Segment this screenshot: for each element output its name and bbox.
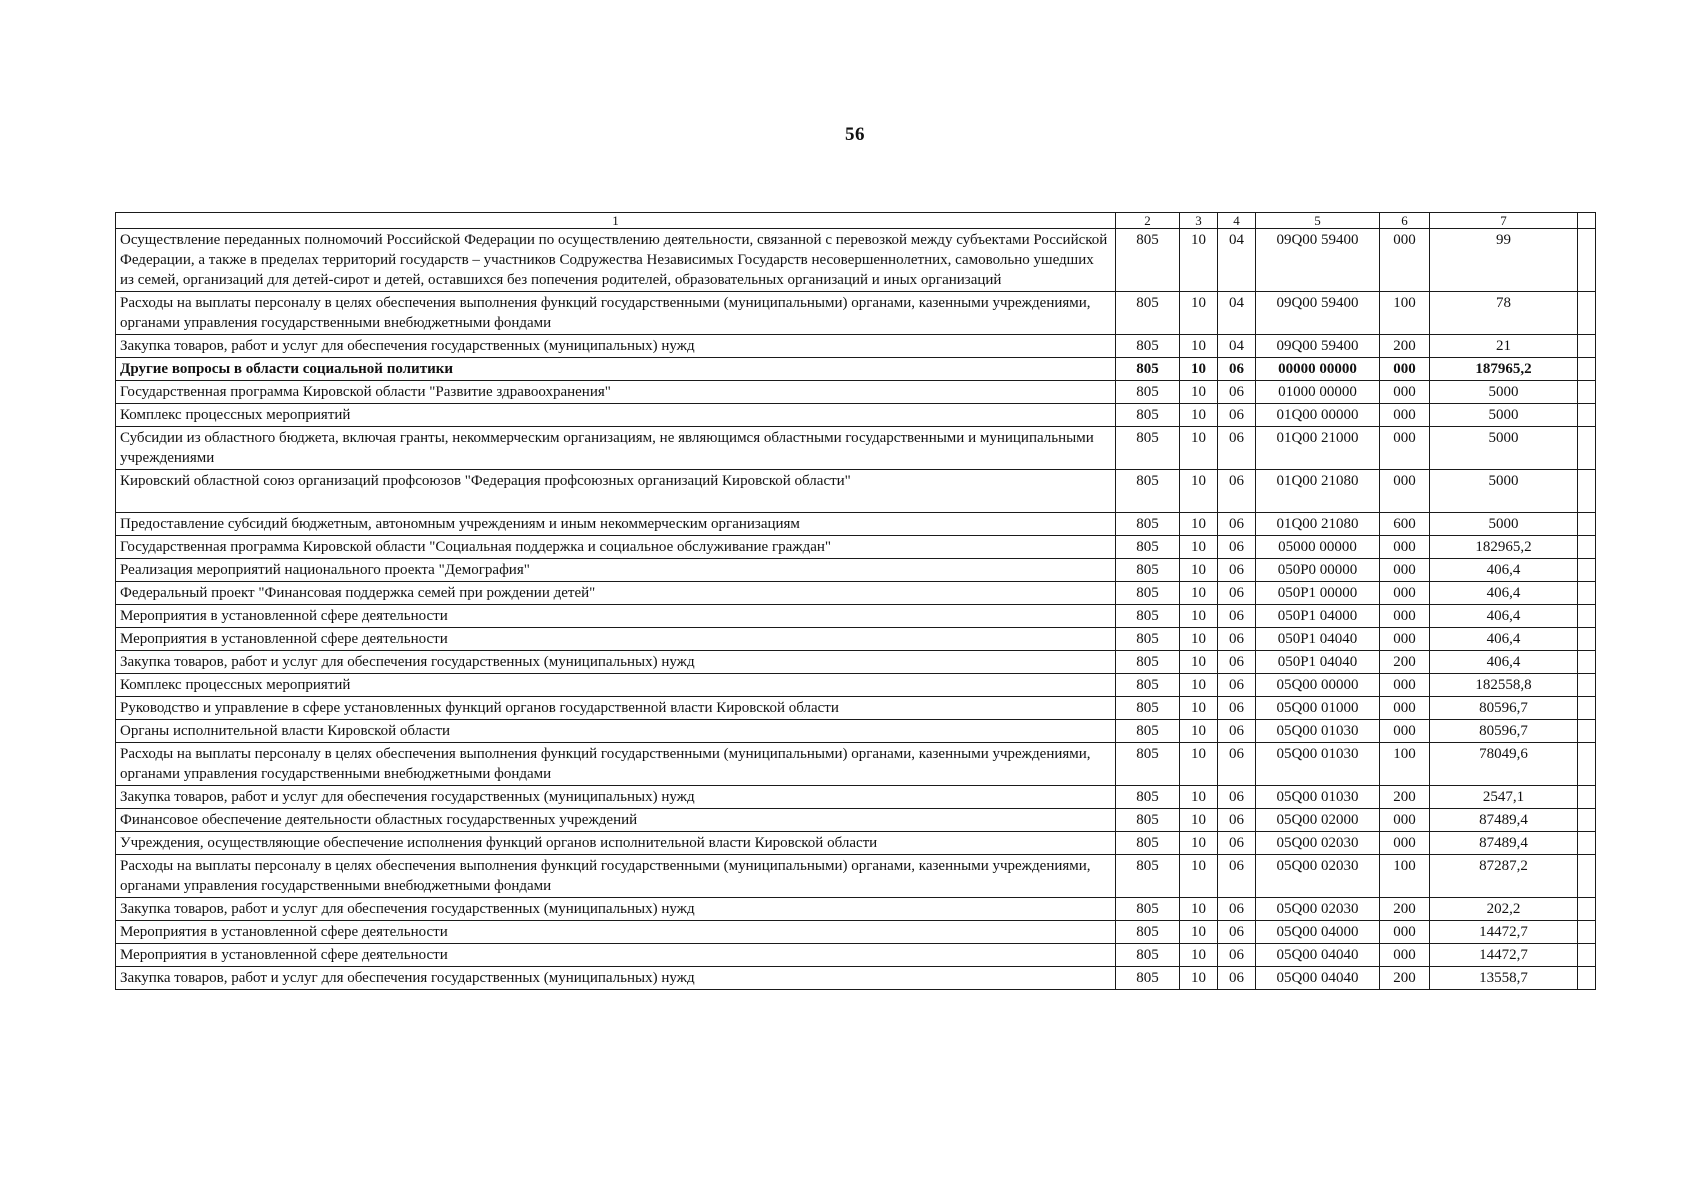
row-target-article-cell: 050P1 00000: [1256, 582, 1380, 605]
row-target-article-cell: 05Q00 04000: [1256, 921, 1380, 944]
table-row: [116, 358, 1596, 381]
row-subsection-cell: 06: [1218, 513, 1256, 536]
table-row: [116, 381, 1596, 404]
row-margin-cell: [1578, 582, 1596, 605]
page-number: 56: [845, 124, 865, 145]
row-amount-cell: 21: [1430, 335, 1578, 358]
table-row: [116, 559, 1596, 582]
table-row: [116, 720, 1596, 743]
row-subsection-cell: 06: [1218, 427, 1256, 470]
row-subsection-cell: 04: [1218, 229, 1256, 292]
row-chapter-cell: 805: [1116, 967, 1180, 990]
row-amount-cell: 5000: [1430, 470, 1578, 513]
row-chapter-cell: 805: [1116, 944, 1180, 967]
row-chapter-cell: 805: [1116, 358, 1180, 381]
row-section-cell: 10: [1180, 674, 1218, 697]
row-amount-cell: 87489,4: [1430, 832, 1578, 855]
row-subsection-cell: 06: [1218, 381, 1256, 404]
row-expense-type-cell: 200: [1380, 786, 1430, 809]
row-section-cell: 10: [1180, 335, 1218, 358]
row-margin-cell: [1578, 292, 1596, 335]
row-section-cell: 10: [1180, 697, 1218, 720]
row-target-article-cell: 05Q00 04040: [1256, 967, 1380, 990]
row-chapter-cell: 805: [1116, 786, 1180, 809]
row-expense-type-cell: 000: [1380, 381, 1430, 404]
row-margin-cell: [1578, 944, 1596, 967]
row-chapter-cell: 805: [1116, 743, 1180, 786]
row-name-cell: Мероприятия в установленной сфере деятельности: [116, 921, 1116, 944]
row-target-article-cell: 05Q00 02030: [1256, 898, 1380, 921]
row-chapter-cell: 805: [1116, 292, 1180, 335]
row-name-cell: Субсидии из областного бюджета, включая гранты, некоммерческим организациям, не являющимся областными государственными и муниципальными учреждениями: [116, 427, 1116, 470]
row-section-cell: 10: [1180, 513, 1218, 536]
row-target-article-cell: 05Q00 01000: [1256, 697, 1380, 720]
row-chapter-cell: 805: [1116, 809, 1180, 832]
row-section-cell: 10: [1180, 358, 1218, 381]
row-section-cell: 10: [1180, 559, 1218, 582]
header-col-7: 7: [1430, 213, 1578, 229]
row-expense-type-cell: 000: [1380, 559, 1430, 582]
row-section-cell: 10: [1180, 855, 1218, 898]
row-chapter-cell: 805: [1116, 651, 1180, 674]
table-row: [116, 513, 1596, 536]
row-section-cell: 10: [1180, 628, 1218, 651]
row-name-cell: Закупка товаров, работ и услуг для обеспечения государственных (муниципальных) нужд: [116, 898, 1116, 921]
row-chapter-cell: 805: [1116, 335, 1180, 358]
row-expense-type-cell: 000: [1380, 536, 1430, 559]
header-col-6: 6: [1380, 213, 1430, 229]
table-row: [116, 743, 1596, 786]
row-name-cell: Расходы на выплаты персоналу в целях обеспечения выполнения функций государственными (муниципальными) органами, казенными учреждениями, органами управления государственными внебюджетными фондами: [116, 855, 1116, 898]
row-expense-type-cell: 100: [1380, 743, 1430, 786]
row-subsection-cell: 06: [1218, 628, 1256, 651]
row-name-cell: Финансовое обеспечение деятельности областных государственных учреждений: [116, 809, 1116, 832]
row-subsection-cell: 06: [1218, 674, 1256, 697]
row-name-cell: Закупка товаров, работ и услуг для обеспечения государственных (муниципальных) нужд: [116, 335, 1116, 358]
row-target-article-cell: 05Q00 01030: [1256, 720, 1380, 743]
row-target-article-cell: 01Q00 21000: [1256, 427, 1380, 470]
row-subsection-cell: 06: [1218, 605, 1256, 628]
row-chapter-cell: 805: [1116, 898, 1180, 921]
row-margin-cell: [1578, 786, 1596, 809]
row-subsection-cell: 06: [1218, 470, 1256, 513]
table-row: [116, 855, 1596, 898]
table-row: [116, 921, 1596, 944]
row-chapter-cell: 805: [1116, 582, 1180, 605]
row-target-article-cell: 09Q00 59400: [1256, 335, 1380, 358]
row-amount-cell: 406,4: [1430, 605, 1578, 628]
row-subsection-cell: 06: [1218, 809, 1256, 832]
row-target-article-cell: 050P1 04000: [1256, 605, 1380, 628]
row-name-cell: Комплекс процессных мероприятий: [116, 674, 1116, 697]
table-row: [116, 628, 1596, 651]
row-section-cell: 10: [1180, 786, 1218, 809]
row-margin-cell: [1578, 427, 1596, 470]
row-amount-cell: 78049,6: [1430, 743, 1578, 786]
row-section-cell: 10: [1180, 743, 1218, 786]
row-expense-type-cell: 000: [1380, 944, 1430, 967]
row-name-cell: Кировский областной союз организаций профсоюзов "Федерация профсоюзных организаций Кировской области": [116, 470, 1116, 513]
table-row: [116, 404, 1596, 427]
row-margin-cell: [1578, 651, 1596, 674]
row-amount-cell: 406,4: [1430, 628, 1578, 651]
row-chapter-cell: 805: [1116, 470, 1180, 513]
row-subsection-cell: 06: [1218, 832, 1256, 855]
row-subsection-cell: 06: [1218, 855, 1256, 898]
row-subsection-cell: 06: [1218, 743, 1256, 786]
table-row: [116, 335, 1596, 358]
row-margin-cell: [1578, 335, 1596, 358]
row-amount-cell: 13558,7: [1430, 967, 1578, 990]
row-section-cell: 10: [1180, 720, 1218, 743]
row-expense-type-cell: 100: [1380, 855, 1430, 898]
table-row: [116, 292, 1596, 335]
row-section-cell: 10: [1180, 470, 1218, 513]
table-row: [116, 674, 1596, 697]
row-subsection-cell: 06: [1218, 720, 1256, 743]
table-row: [116, 786, 1596, 809]
row-margin-cell: [1578, 743, 1596, 786]
row-section-cell: 10: [1180, 832, 1218, 855]
row-name-cell: Комплекс процессных мероприятий: [116, 404, 1116, 427]
row-margin-cell: [1578, 855, 1596, 898]
row-subsection-cell: 04: [1218, 335, 1256, 358]
row-amount-cell: 182558,8: [1430, 674, 1578, 697]
row-target-article-cell: 05Q00 02030: [1256, 855, 1380, 898]
row-target-article-cell: 05000 00000: [1256, 536, 1380, 559]
row-amount-cell: 87489,4: [1430, 809, 1578, 832]
row-name-cell: Учреждения, осуществляющие обеспечение исполнения функций органов исполнительной власти Кировской области: [116, 832, 1116, 855]
row-chapter-cell: 805: [1116, 559, 1180, 582]
row-amount-cell: 14472,7: [1430, 921, 1578, 944]
row-subsection-cell: 06: [1218, 967, 1256, 990]
row-section-cell: 10: [1180, 582, 1218, 605]
row-expense-type-cell: 100: [1380, 292, 1430, 335]
row-amount-cell: 87287,2: [1430, 855, 1578, 898]
row-margin-cell: [1578, 605, 1596, 628]
row-target-article-cell: 00000 00000: [1256, 358, 1380, 381]
row-amount-cell: 5000: [1430, 381, 1578, 404]
row-target-article-cell: 05Q00 00000: [1256, 674, 1380, 697]
row-chapter-cell: 805: [1116, 697, 1180, 720]
row-chapter-cell: 805: [1116, 513, 1180, 536]
row-section-cell: 10: [1180, 381, 1218, 404]
row-margin-cell: [1578, 628, 1596, 651]
row-target-article-cell: 01Q00 21080: [1256, 470, 1380, 513]
row-section-cell: 10: [1180, 292, 1218, 335]
row-name-cell: Мероприятия в установленной сфере деятельности: [116, 605, 1116, 628]
header-col-margin: [1578, 213, 1596, 229]
table-row: [116, 229, 1596, 292]
row-amount-cell: 182965,2: [1430, 536, 1578, 559]
table-row: [116, 427, 1596, 470]
row-name-cell: Государственная программа Кировской области "Социальная поддержка и социальное обслуживание граждан": [116, 536, 1116, 559]
header-col-5: 5: [1256, 213, 1380, 229]
row-section-cell: 10: [1180, 427, 1218, 470]
row-chapter-cell: 805: [1116, 381, 1180, 404]
row-target-article-cell: 05Q00 01030: [1256, 743, 1380, 786]
row-margin-cell: [1578, 404, 1596, 427]
table-header-row: [116, 213, 1596, 229]
row-target-article-cell: 01Q00 00000: [1256, 404, 1380, 427]
header-col-4: 4: [1218, 213, 1256, 229]
row-subsection-cell: 06: [1218, 404, 1256, 427]
row-subsection-cell: 06: [1218, 651, 1256, 674]
row-amount-cell: 5000: [1430, 427, 1578, 470]
row-target-article-cell: 050P0 00000: [1256, 559, 1380, 582]
row-amount-cell: 80596,7: [1430, 697, 1578, 720]
table-row: [116, 536, 1596, 559]
row-chapter-cell: 805: [1116, 605, 1180, 628]
row-margin-cell: [1578, 809, 1596, 832]
row-section-cell: 10: [1180, 536, 1218, 559]
row-section-cell: 10: [1180, 898, 1218, 921]
header-col-1: 1: [116, 213, 1116, 229]
row-section-cell: 10: [1180, 404, 1218, 427]
row-subsection-cell: 06: [1218, 944, 1256, 967]
header-col-2: 2: [1116, 213, 1180, 229]
row-margin-cell: [1578, 832, 1596, 855]
table-row: [116, 651, 1596, 674]
row-subsection-cell: 06: [1218, 921, 1256, 944]
row-expense-type-cell: 000: [1380, 470, 1430, 513]
row-target-article-cell: 09Q00 59400: [1256, 229, 1380, 292]
row-amount-cell: 80596,7: [1430, 720, 1578, 743]
row-expense-type-cell: 000: [1380, 628, 1430, 651]
row-chapter-cell: 805: [1116, 720, 1180, 743]
row-expense-type-cell: 200: [1380, 651, 1430, 674]
row-expense-type-cell: 000: [1380, 358, 1430, 381]
row-chapter-cell: 805: [1116, 628, 1180, 651]
row-subsection-cell: 06: [1218, 536, 1256, 559]
row-chapter-cell: 805: [1116, 229, 1180, 292]
row-chapter-cell: 805: [1116, 404, 1180, 427]
row-name-cell: Мероприятия в установленной сфере деятельности: [116, 944, 1116, 967]
row-margin-cell: [1578, 921, 1596, 944]
row-target-article-cell: 01000 00000: [1256, 381, 1380, 404]
budget-table: [115, 212, 1596, 990]
table-row: [116, 697, 1596, 720]
row-chapter-cell: 805: [1116, 855, 1180, 898]
row-expense-type-cell: 000: [1380, 229, 1430, 292]
row-name-cell: Другие вопросы в области социальной политики: [116, 358, 1116, 381]
table-row: [116, 832, 1596, 855]
table-row: [116, 470, 1596, 513]
row-expense-type-cell: 000: [1380, 921, 1430, 944]
row-subsection-cell: 06: [1218, 898, 1256, 921]
row-target-article-cell: 05Q00 02030: [1256, 832, 1380, 855]
row-name-cell: Руководство и управление в сфере установленных функций органов государственной власти Кировской области: [116, 697, 1116, 720]
row-expense-type-cell: 000: [1380, 697, 1430, 720]
row-target-article-cell: 05Q00 04040: [1256, 944, 1380, 967]
row-expense-type-cell: 000: [1380, 674, 1430, 697]
row-name-cell: Предоставление субсидий бюджетным, автономным учреждениям и иным некоммерческим организациям: [116, 513, 1116, 536]
row-name-cell: Закупка товаров, работ и услуг для обеспечения государственных (муниципальных) нужд: [116, 651, 1116, 674]
row-chapter-cell: 805: [1116, 536, 1180, 559]
row-name-cell: Федеральный проект "Финансовая поддержка семей при рождении детей": [116, 582, 1116, 605]
row-name-cell: Расходы на выплаты персоналу в целях обеспечения выполнения функций государственными (муниципальными) органами, казенными учреждениями, органами управления государственными внебюджетными фондами: [116, 292, 1116, 335]
row-target-article-cell: 050P1 04040: [1256, 628, 1380, 651]
row-target-article-cell: 05Q00 02000: [1256, 809, 1380, 832]
table-row: [116, 582, 1596, 605]
row-section-cell: 10: [1180, 809, 1218, 832]
row-margin-cell: [1578, 358, 1596, 381]
row-target-article-cell: 050P1 04040: [1256, 651, 1380, 674]
row-subsection-cell: 06: [1218, 697, 1256, 720]
row-name-cell: Расходы на выплаты персоналу в целях обеспечения выполнения функций государственными (муниципальными) органами, казенными учреждениями, органами управления государственными внебюджетными фондами: [116, 743, 1116, 786]
row-section-cell: 10: [1180, 605, 1218, 628]
row-name-cell: Органы исполнительной власти Кировской области: [116, 720, 1116, 743]
row-amount-cell: 202,2: [1430, 898, 1578, 921]
row-amount-cell: 5000: [1430, 404, 1578, 427]
row-expense-type-cell: 600: [1380, 513, 1430, 536]
row-name-cell: Закупка товаров, работ и услуг для обеспечения государственных (муниципальных) нужд: [116, 786, 1116, 809]
row-subsection-cell: 06: [1218, 582, 1256, 605]
row-amount-cell: 406,4: [1430, 559, 1578, 582]
row-chapter-cell: 805: [1116, 921, 1180, 944]
row-margin-cell: [1578, 559, 1596, 582]
row-expense-type-cell: 000: [1380, 832, 1430, 855]
row-expense-type-cell: 200: [1380, 335, 1430, 358]
row-target-article-cell: 09Q00 59400: [1256, 292, 1380, 335]
row-amount-cell: 406,4: [1430, 582, 1578, 605]
row-margin-cell: [1578, 720, 1596, 743]
row-expense-type-cell: 200: [1380, 898, 1430, 921]
row-margin-cell: [1578, 674, 1596, 697]
row-margin-cell: [1578, 536, 1596, 559]
row-amount-cell: 187965,2: [1430, 358, 1578, 381]
table-row: [116, 809, 1596, 832]
row-margin-cell: [1578, 898, 1596, 921]
row-name-cell: Мероприятия в установленной сфере деятельности: [116, 628, 1116, 651]
table-row: [116, 898, 1596, 921]
table-row: [116, 967, 1596, 990]
row-subsection-cell: 06: [1218, 559, 1256, 582]
row-target-article-cell: 01Q00 21080: [1256, 513, 1380, 536]
row-expense-type-cell: 200: [1380, 967, 1430, 990]
row-name-cell: Закупка товаров, работ и услуг для обеспечения государственных (муниципальных) нужд: [116, 967, 1116, 990]
row-expense-type-cell: 000: [1380, 427, 1430, 470]
row-name-cell: Реализация мероприятий национального проекта "Демография": [116, 559, 1116, 582]
row-expense-type-cell: 000: [1380, 720, 1430, 743]
row-expense-type-cell: 000: [1380, 809, 1430, 832]
row-amount-cell: 14472,7: [1430, 944, 1578, 967]
row-target-article-cell: 05Q00 01030: [1256, 786, 1380, 809]
row-margin-cell: [1578, 697, 1596, 720]
row-section-cell: 10: [1180, 229, 1218, 292]
row-chapter-cell: 805: [1116, 832, 1180, 855]
row-margin-cell: [1578, 967, 1596, 990]
table-row: [116, 605, 1596, 628]
row-chapter-cell: 805: [1116, 674, 1180, 697]
row-chapter-cell: 805: [1116, 427, 1180, 470]
row-subsection-cell: 06: [1218, 786, 1256, 809]
row-amount-cell: 78: [1430, 292, 1578, 335]
row-subsection-cell: 06: [1218, 358, 1256, 381]
row-amount-cell: 5000: [1430, 513, 1578, 536]
row-subsection-cell: 04: [1218, 292, 1256, 335]
row-name-cell: Осуществление переданных полномочий Российской Федерации по осуществлению деятельности, связанной с перевозкой между субъектами Российской Федерации, а также в пределах территорий государств – участников Содружества Независимых Государств несовершеннолетних, самовольно ушедших из семей, организаций для детей-сирот и детей, оставшихся без попечения родителей, образовательных организаций и иных организаций: [116, 229, 1116, 292]
row-margin-cell: [1578, 470, 1596, 513]
header-col-3: 3: [1180, 213, 1218, 229]
row-margin-cell: [1578, 381, 1596, 404]
row-expense-type-cell: 000: [1380, 404, 1430, 427]
row-section-cell: 10: [1180, 944, 1218, 967]
row-amount-cell: 406,4: [1430, 651, 1578, 674]
row-expense-type-cell: 000: [1380, 605, 1430, 628]
row-amount-cell: 2547,1: [1430, 786, 1578, 809]
row-margin-cell: [1578, 229, 1596, 292]
row-name-cell: Государственная программа Кировской области "Развитие здравоохранения": [116, 381, 1116, 404]
table-row: [116, 944, 1596, 967]
row-expense-type-cell: 000: [1380, 582, 1430, 605]
row-margin-cell: [1578, 513, 1596, 536]
row-section-cell: 10: [1180, 921, 1218, 944]
row-amount-cell: 99: [1430, 229, 1578, 292]
row-section-cell: 10: [1180, 651, 1218, 674]
row-section-cell: 10: [1180, 967, 1218, 990]
